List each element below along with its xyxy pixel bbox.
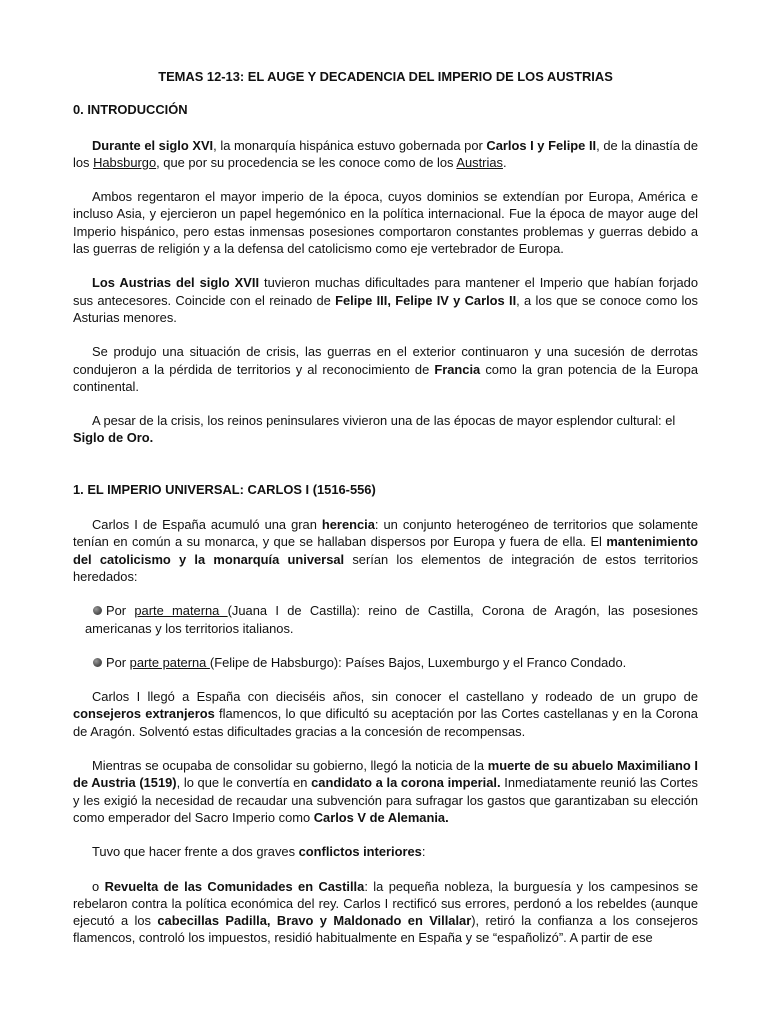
section1-paragraph-1 bbox=[73, 516, 698, 585]
text-run: flamencos, lo que dificultó su aceptación por las Cortes castellanas y en la Corona de Aragón. Solventó estas dificultades gracias a la concesión de recompensas. bbox=[73, 706, 698, 739]
bullet-text-materna bbox=[85, 603, 698, 635]
text-run: cabecillas Padilla, Bravo y Maldonado en Villalar bbox=[157, 913, 472, 929]
text-run: Austrias bbox=[456, 154, 503, 170]
intro-paragraph-3 bbox=[73, 274, 698, 326]
text-run: . bbox=[502, 154, 507, 170]
text-run: Siglo de Oro. bbox=[73, 430, 154, 446]
text-run: parte materna bbox=[134, 603, 228, 619]
text-run: , de la dinastía de los bbox=[73, 137, 699, 170]
text-run: herencia bbox=[321, 517, 375, 533]
text-run: Se produjo una situación de crisis, las guerras en el exterior continuaron y una sucesión de derrotas condujeron a la pérdida de territorios y al reconocimiento de bbox=[73, 344, 698, 377]
text-run: , la monarquía hispánica estuvo gobernada por bbox=[213, 137, 487, 153]
text-run: serían los elementos de integración de estos territorios heredados: bbox=[73, 551, 699, 584]
bullet-item-materna bbox=[73, 602, 698, 637]
document-title: TEMAS 12-13: EL AUGE Y DECADENCIA DEL IMPERIO DE LOS AUSTRIAS bbox=[158, 69, 613, 84]
text-run: Francia bbox=[434, 361, 481, 377]
text-run: (Juana I de Castilla): reino de Castilla, Corona de Aragón, las posesiones americanas y los territorios italianos. bbox=[85, 603, 698, 636]
text-run: : la pequeña nobleza, la burguesía y los campesinos se rebelaron contra la política económica del rey. Carlos I rectificó sus errores, perdonó a los rebeldes (aunque ejecutó a los bbox=[73, 878, 698, 929]
text-run: Carlos I y Felipe II bbox=[486, 137, 597, 153]
text-run: Mientras se ocupaba de consolidar su gobierno, llegó la noticia de la bbox=[92, 758, 488, 774]
text-run: parte paterna bbox=[129, 654, 210, 670]
text-run: Felipe III, Felipe IV y Carlos II bbox=[335, 292, 517, 308]
text-run: Por bbox=[106, 603, 135, 619]
bullet-dot-icon bbox=[93, 658, 102, 667]
intro-paragraph-4 bbox=[73, 343, 698, 395]
text-run: , a los que se conoce como los Asturias menores. bbox=[73, 292, 698, 325]
text-run: Carlos I llegó a España con dieciséis años, sin conocer el castellano y rodeado de un grupo de bbox=[92, 689, 698, 705]
text-run: Ambos regentaron el mayor imperio de la época, cuyos dominios se extendían por Europa, América e incluso Asia, y ejercieron un papel hegemónico en la política internacional. Fue la época de mayor auge del Imperio hispánico, pero estas inmensas posesiones comportaron constantes problemas y guerras debido a las guerras de religión y a la defensa del catolicismo como eje vertebrador de Europa. bbox=[73, 189, 698, 257]
bullet-item-paterna bbox=[73, 654, 698, 671]
document-page bbox=[73, 68, 698, 947]
bullet-text-paterna bbox=[106, 655, 626, 670]
list-item-comunidades bbox=[73, 878, 698, 947]
text-run: conflictos interiores bbox=[298, 844, 422, 860]
text-run: (Felipe de Habsburgo): Países Bajos, Luxemburgo y el Franco Condado. bbox=[209, 654, 627, 670]
section1-paragraph-3 bbox=[73, 757, 698, 826]
text-run: Carlos V de Alemania. bbox=[313, 809, 449, 825]
text-run: como la gran potencia de la Europa continental. bbox=[73, 361, 698, 394]
text-run: consejeros extranjeros bbox=[73, 706, 215, 722]
intro-paragraph-1 bbox=[73, 137, 698, 172]
text-run: Durante el siglo XVI bbox=[92, 137, 214, 153]
section1-paragraph-2 bbox=[73, 688, 698, 740]
text-run: Tuvo que hacer frente a dos graves bbox=[92, 844, 299, 860]
text-run: Carlos I de España acumuló una gran bbox=[92, 517, 322, 533]
text-run: Inmediatamente reunió las Cortes y les exigió la necesidad de recaudar una subvención para sufragar los gastos que garantizaban su elección como emperador del Sacro Imperio como bbox=[73, 775, 699, 825]
section1-heading: 1. EL IMPERIO UNIVERSAL: CARLOS I (1516-556) bbox=[73, 481, 376, 497]
text-run: , lo que le convertía en bbox=[176, 775, 312, 791]
text-run: Los Austrias del siglo XVII bbox=[92, 275, 260, 291]
text-run: : un conjunto heterogéneo de territorios que solamente tenían en común a su monarca, y que se hallaban dispersos por Europa y fuera de ella. El bbox=[73, 517, 698, 550]
text-run: Habsburgo bbox=[93, 154, 157, 170]
text-run: ), retiró la confianza a los consejeros flamencos, controló los impuestos, residió habitualmente en España y se “españolizó”. A partir de ese bbox=[73, 913, 698, 946]
intro-paragraph-2 bbox=[73, 188, 698, 257]
text-run: tuvieron muchas dificultades para mantener el Imperio que habían forjado sus antecesores. Coincide con el reinado de bbox=[73, 275, 698, 308]
text-run: muerte de su abuelo Maximiliano I de Austria (1519) bbox=[73, 758, 698, 791]
intro-heading: 0. INTRODUCCIÓN bbox=[73, 102, 188, 118]
text-run: candidato a la corona imperial. bbox=[311, 775, 501, 791]
text-run: : bbox=[421, 844, 426, 860]
text-run: A pesar de la crisis, los reinos peninsulares vivieron una de las épocas de mayor esplendor cultural: el bbox=[92, 413, 676, 429]
text-run: mantenimiento del catolicismo y la monarquía universal bbox=[73, 534, 698, 567]
text-run: Por bbox=[106, 654, 130, 670]
text-run: o bbox=[92, 878, 105, 894]
text-run: Revuelta de las Comunidades en Castilla bbox=[104, 878, 365, 894]
intro-paragraph-5 bbox=[73, 412, 698, 447]
bullet-dot-icon bbox=[93, 606, 102, 615]
text-run: , que por su procedencia se les conoce como de los bbox=[156, 154, 457, 170]
section1-paragraph-4 bbox=[73, 843, 698, 860]
